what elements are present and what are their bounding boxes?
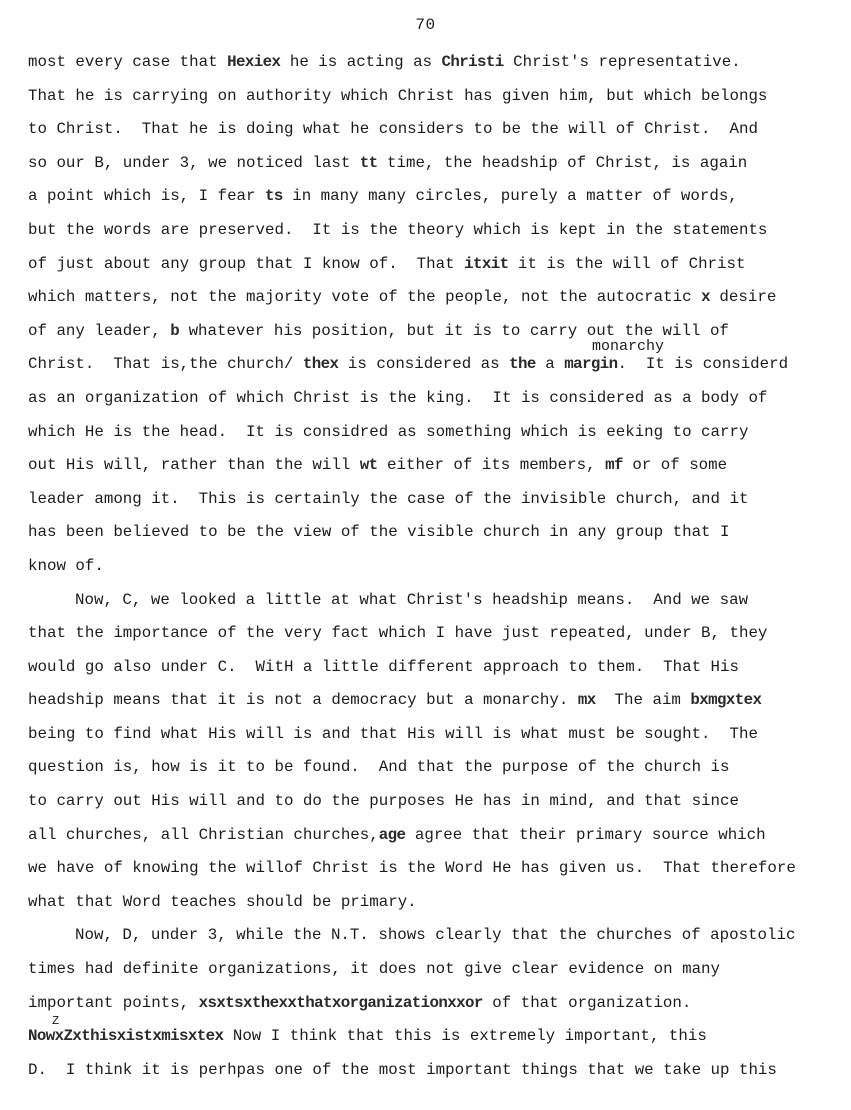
text-segment: what that Word teaches should be primary. xyxy=(28,892,417,911)
text-segment: time, the headship of Christ, is again xyxy=(377,153,748,172)
text-line xyxy=(28,113,843,147)
text-line xyxy=(28,852,843,886)
text-segment: being to find what His will is and that His will is what must be sought. The xyxy=(28,724,758,743)
text-segment: Now I think that this is extremely important, this xyxy=(223,1027,707,1046)
text-segment: all churches, all Christian churches, xyxy=(28,825,379,844)
text-line xyxy=(28,1054,843,1088)
text-segment: whatever his position, but it is to carry out the will of xyxy=(179,321,729,340)
inserted-mark-z: Z xyxy=(52,1014,60,1028)
text-line xyxy=(28,46,843,80)
text-segment: Now, D, under 3, while the N.T. shows clearly that the churches of apostolic xyxy=(75,926,796,945)
text-line xyxy=(28,584,843,618)
text-segment: or of some xyxy=(622,456,728,475)
text-segment: Christ. That is,the church/ xyxy=(28,355,303,374)
struck-out-text: xsxtsxthexxthatxorganizationxxor xyxy=(198,993,483,1012)
text-line xyxy=(28,751,843,785)
text-segment: of just about any group that I know of. That xyxy=(28,254,465,273)
struck-out-text: bxmgxtex xyxy=(690,691,762,710)
text-line xyxy=(28,819,843,853)
text-line xyxy=(28,785,843,819)
text-segment: of any leader, xyxy=(28,321,171,340)
text-line xyxy=(28,1020,843,1054)
text-segment: that the importance of the very fact which I have just repeated, under B, they xyxy=(28,624,768,643)
text-line xyxy=(28,919,843,953)
text-line xyxy=(28,416,843,450)
struck-out-text: the xyxy=(509,355,536,374)
text-line xyxy=(28,147,843,181)
text-segment: which He is the head. It is considred as something which is eeking to carry xyxy=(28,422,749,441)
text-line xyxy=(28,718,843,752)
text-segment: in many many circles, purely a matter of words, xyxy=(282,187,738,206)
text-segment: as an organization of which Christ is the king. It is considered as a body of xyxy=(28,388,768,407)
struck-out-text: mx xyxy=(577,691,596,710)
text-segment: know of. xyxy=(28,556,104,575)
text-segment: we have of knowing the willof Christ is the Word He has given us. That therefore xyxy=(28,859,796,878)
text-segment: of that organization. xyxy=(482,993,692,1012)
inserted-word-monarchy: monarchy xyxy=(592,338,665,355)
text-line xyxy=(28,617,843,651)
struck-out-text: Hexiex xyxy=(227,53,281,71)
text-segment: a point which is, I fear xyxy=(28,187,265,206)
struck-out-text: mf xyxy=(605,456,623,475)
text-segment: Now, C, we looked a little at what Christ's headship means. And we saw xyxy=(75,590,749,609)
text-segment: question is, how is it to be found. And that the purpose of the church is xyxy=(28,758,730,777)
text-segment: Christ's representative. xyxy=(503,53,741,71)
text-segment: to carry out His will and to do the purposes He has in mind, and that since xyxy=(28,792,739,811)
text-line xyxy=(28,80,843,114)
text-line xyxy=(28,987,843,1021)
text-segment: is considered as xyxy=(338,355,510,374)
text-line xyxy=(28,382,843,416)
struck-out-text: margin xyxy=(564,355,618,374)
struck-out-text: x xyxy=(701,288,710,307)
text-line xyxy=(28,180,843,214)
struck-out-text: itxit xyxy=(464,254,509,273)
text-segment: out His will, rather than the will xyxy=(28,456,360,475)
text-line xyxy=(28,483,843,517)
text-segment: it is the will of Christ xyxy=(508,254,746,273)
text-segment: but the words are preserved. It is the theory which is kept in the statements xyxy=(28,220,768,239)
typed-text-body xyxy=(28,46,843,1087)
text-segment: important points, xyxy=(28,993,199,1012)
text-segment: so our B, under 3, we noticed last xyxy=(28,153,360,172)
text-line xyxy=(28,886,843,920)
text-line xyxy=(28,315,843,349)
text-segment: headship means that it is not a democracy but a monarchy. xyxy=(28,691,578,710)
text-line xyxy=(28,248,843,282)
text-segment: which matters, not the majority vote of the people, not the autocratic xyxy=(28,288,702,307)
text-segment: a xyxy=(535,355,565,374)
text-line xyxy=(28,684,843,718)
text-line xyxy=(28,651,843,685)
text-segment: agree that their primary source which xyxy=(405,825,766,844)
text-line xyxy=(28,214,843,248)
page-number: 70 xyxy=(415,16,436,34)
text-segment: would go also under C. WitH a little different approach to them. That His xyxy=(28,657,739,676)
struck-out-text: age xyxy=(378,825,406,844)
struck-out-text: b xyxy=(170,321,180,340)
struck-out-text: Christi xyxy=(441,53,504,71)
text-segment: leader among it. This is certainly the case of the invisible church, and it xyxy=(28,489,749,508)
struck-out-text: tt xyxy=(359,153,378,172)
text-line xyxy=(28,550,843,584)
text-segment: most every case that xyxy=(28,53,228,71)
text-segment: he is acting as xyxy=(280,53,442,71)
text-segment: has been believed to be the view of the visible church in any group that I xyxy=(28,523,730,542)
text-segment: D. I think it is perhpas one of the most important things that we take up this xyxy=(28,1060,777,1079)
text-line xyxy=(28,281,843,315)
text-segment: to Christ. That he is doing what he considers to be the will of Christ. And xyxy=(28,120,758,139)
struck-out-text: thex xyxy=(302,355,339,374)
text-segment: That he is carrying on authority which Christ has given him, but which belongs xyxy=(28,86,768,105)
text-line xyxy=(28,449,843,483)
struck-out-text: NowxZxthisxistxmisxtex xyxy=(28,1027,224,1046)
struck-out-text: wt xyxy=(359,456,378,475)
text-line xyxy=(28,953,843,987)
text-segment: either of its members, xyxy=(377,456,606,475)
struck-out-text: ts xyxy=(265,187,283,206)
text-line xyxy=(28,516,843,550)
text-segment: The aim xyxy=(595,691,691,710)
text-segment: times had definite organizations, it does not give clear evidence on many xyxy=(28,960,721,979)
text-segment: . It is considerd xyxy=(617,355,789,374)
text-line xyxy=(28,348,843,382)
text-segment: desire xyxy=(709,288,777,307)
